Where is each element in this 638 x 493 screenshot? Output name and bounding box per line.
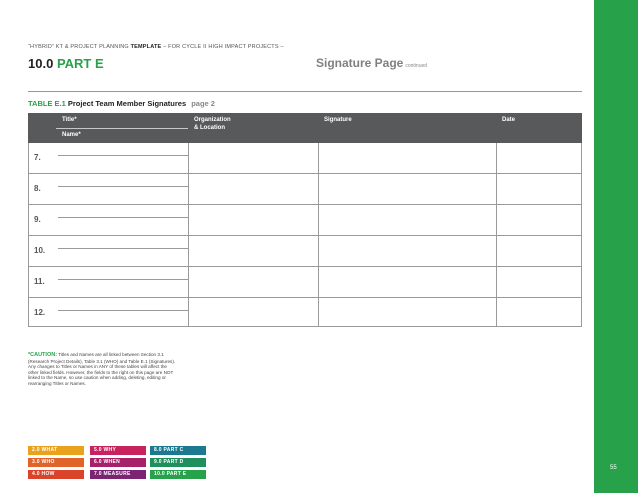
nav-measure[interactable]: 7.0 MEASURE: [90, 470, 146, 479]
page-number: 55: [610, 465, 617, 471]
title-underline: [58, 310, 188, 311]
table-row[interactable]: [28, 236, 582, 267]
table-row[interactable]: [28, 205, 582, 236]
signature-page-subtitle: continued: [405, 63, 428, 69]
table-title-text: Project Team Member Signatures: [67, 99, 187, 108]
title-underline: [58, 186, 188, 187]
row-number: 12.: [34, 308, 46, 317]
part-title: [28, 56, 104, 71]
header-text-pre: “HYBRID” KT & PROJECT PLANNING: [28, 44, 131, 50]
table-row[interactable]: [28, 174, 582, 205]
nav-what[interactable]: 2.0 WHAT: [28, 446, 84, 455]
header-location: & Location: [194, 125, 225, 131]
caution-label: *CAUTION:: [28, 352, 58, 358]
table-row[interactable]: [28, 143, 582, 174]
header-text-post: – FOR CYCLE II HIGH IMPACT PROJECTS –: [161, 44, 284, 50]
signature-table: [28, 113, 582, 327]
document-header: [28, 44, 284, 50]
header-text-bold: TEMPLATE: [130, 44, 162, 50]
nav-when[interactable]: 6.0 WHEN: [90, 458, 146, 467]
side-green-bar: [594, 72, 638, 493]
nav-how[interactable]: 4.0 HOW: [28, 470, 84, 479]
title-underline: [58, 279, 188, 280]
title-rule: [28, 91, 582, 92]
title-underline: [58, 155, 188, 156]
nav-part-e[interactable]: 10.0 PART E: [150, 470, 206, 479]
signature-page-title: [316, 56, 427, 70]
part-label: PART E: [56, 56, 104, 71]
nav-part-c[interactable]: 8.0 PART C: [150, 446, 206, 455]
row-number: 8.: [34, 184, 41, 193]
table-row[interactable]: [28, 298, 582, 327]
nav-why[interactable]: 5.0 WHY: [90, 446, 146, 455]
table-title: [28, 99, 215, 108]
row-number: 11.: [34, 277, 45, 286]
header-organization: Organization: [194, 117, 231, 123]
row-number: 7.: [34, 153, 41, 162]
row-number: 10.: [34, 246, 46, 255]
signature-page-title-text: Signature Page: [316, 56, 404, 70]
header-title: Title*: [62, 117, 77, 123]
title-underline: [58, 217, 188, 218]
header-name: Name*: [62, 132, 81, 138]
header-date: Date: [502, 117, 516, 123]
table-row[interactable]: [28, 267, 582, 298]
part-number: 10.0: [28, 56, 54, 71]
table-page-label: page 2: [191, 99, 215, 108]
table-number: TABLE E.1: [28, 99, 66, 108]
caution-note: [28, 352, 178, 387]
row-number: 9.: [34, 215, 41, 224]
header-signature: Signature: [324, 117, 352, 123]
nav-part-d[interactable]: 9.0 PART D: [150, 458, 206, 467]
nav-who[interactable]: 3.0 WHO: [28, 458, 84, 467]
header-divider: [56, 128, 188, 129]
title-underline: [58, 248, 188, 249]
table-header: [28, 113, 582, 143]
caution-text: Titles and Names are all linked between Section 3.1 (Research Project Details), Table 3.1 (WHO) and Table E.1 (Signatures). Any changes to Titles or Names in ANY of these tables will affect the other linked fields. However, the fields to the right on this page are NOT linked to the Name, so use caution when adding, deleting, editing or rearranging Titles or Names.: [28, 352, 176, 386]
